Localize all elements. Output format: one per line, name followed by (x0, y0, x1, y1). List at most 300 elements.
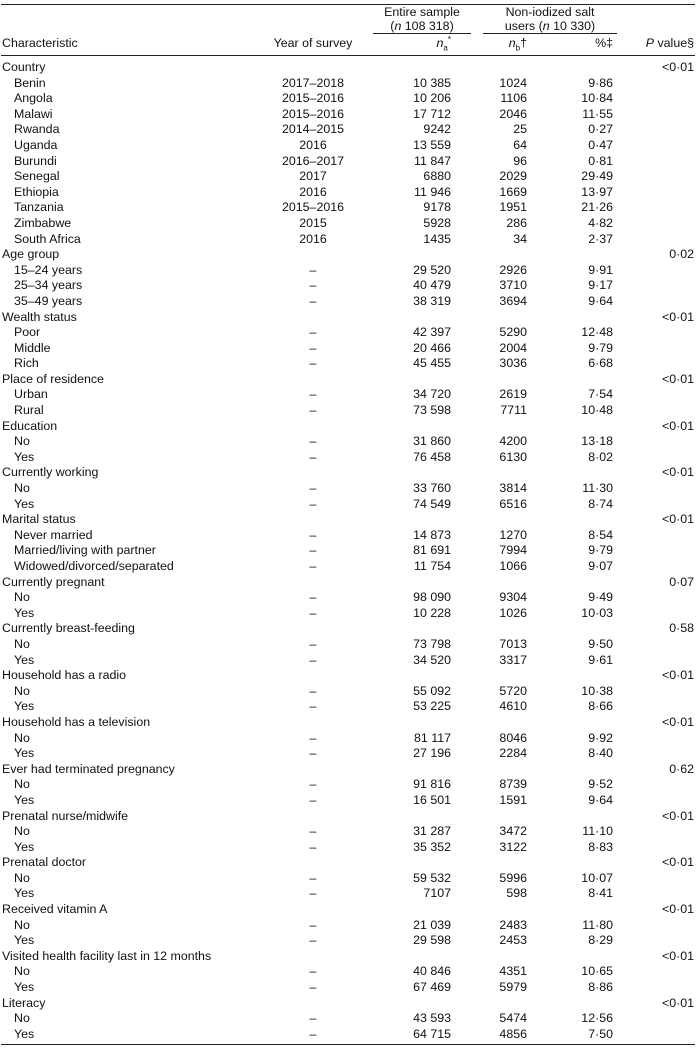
header-characteristic: Characteristic (1, 34, 259, 56)
header-na-sub: a (443, 43, 448, 53)
row-pct: 0·27 (588, 122, 613, 137)
table-row (1, 933, 695, 949)
row-nb: 4200 (499, 434, 527, 449)
empty-cell (477, 575, 543, 591)
empty-cell (477, 762, 543, 778)
section-title: Household has a television (2, 714, 151, 729)
table-row (1, 777, 695, 793)
row-year: – (309, 590, 317, 605)
row-pvalue-empty (623, 450, 695, 466)
row-label: Rural (14, 403, 44, 418)
row-label: Yes (1, 1027, 259, 1045)
row-pct: 9·79 (588, 340, 613, 355)
section-title: Education (2, 418, 58, 433)
row-pct: 12·56 (581, 1011, 613, 1026)
row-pct: 9·86 (588, 75, 613, 90)
table-row (1, 543, 695, 559)
row-label: No (14, 636, 30, 651)
header-entire-sample-line1: Entire sample (384, 5, 460, 19)
row-year: – (309, 403, 317, 418)
table-row (1, 434, 695, 450)
row-year: – (309, 870, 317, 885)
p-value: 0·07 (669, 574, 694, 589)
table-row (1, 294, 695, 310)
section-title: Wealth status (2, 309, 77, 324)
row-label: Yes (14, 886, 35, 901)
section-row (1, 465, 695, 481)
empty-cell (543, 56, 623, 76)
row-year: 2017–2018 (281, 75, 345, 90)
header-spacer (623, 5, 695, 35)
table-row (1, 450, 695, 466)
table-row (1, 76, 695, 92)
row-year: – (309, 824, 317, 839)
row-nb: 2284 (499, 746, 527, 761)
row-pvalue-empty (623, 278, 695, 294)
empty-cell (543, 668, 623, 684)
header-entire-sample-line2 (373, 19, 471, 33)
empty-cell (259, 512, 367, 528)
row-nb: 5474 (499, 1011, 527, 1026)
row-na: 43 593 (413, 1011, 451, 1026)
empty-cell (543, 621, 623, 637)
row-label: No (14, 917, 30, 932)
row-nb: 1026 (499, 605, 527, 620)
row-pct: 13·97 (581, 184, 613, 199)
p-value: <0·01 (661, 60, 694, 74)
row-nb: 2926 (499, 262, 527, 277)
empty-cell (543, 465, 623, 481)
row-year: – (309, 636, 317, 651)
row-year: – (259, 1027, 367, 1045)
table-row (1, 746, 695, 762)
row-pvalue-empty (623, 481, 695, 497)
table-row (1, 232, 695, 248)
table-row (1, 980, 695, 996)
row-nb: 1951 (499, 200, 527, 215)
row-label: Ethiopia (14, 184, 59, 199)
empty-cell (367, 621, 477, 637)
row-label: No (14, 824, 30, 839)
row-na: 35 352 (413, 839, 451, 854)
row-label: No (14, 870, 30, 885)
row-pct: 2·37 (588, 231, 613, 246)
p-value: 0·62 (669, 761, 694, 776)
row-pvalue-empty (623, 918, 695, 934)
row-pct: 21·26 (581, 200, 613, 215)
table-row (1, 684, 695, 700)
row-label: Yes (14, 792, 35, 807)
row-na: 27 196 (413, 746, 451, 761)
row-na: 74 549 (413, 496, 451, 511)
row-pvalue-empty (623, 731, 695, 747)
row-pct: 8·74 (588, 496, 613, 511)
empty-cell (259, 949, 367, 965)
row-pct: 9·92 (588, 730, 613, 745)
row-year: – (309, 387, 317, 402)
p-value: <0·01 (661, 808, 694, 823)
row-label: 25–34 years (14, 278, 83, 293)
section-title: Currently working (2, 465, 99, 480)
row-pvalue-empty (623, 341, 695, 357)
row-pvalue-empty (623, 387, 695, 403)
row-nb: 4351 (499, 964, 527, 979)
section-row (1, 575, 695, 591)
header-pct: %‡ (543, 34, 623, 56)
row-pct: 11·80 (582, 917, 613, 932)
row-pct: 4·82 (588, 215, 613, 230)
section-row (1, 310, 695, 326)
row-na: 10 206 (413, 91, 451, 106)
row-nb: 4856 (477, 1027, 543, 1045)
section-title: Currently pregnant (2, 574, 105, 589)
row-nb: 2029 (499, 169, 527, 184)
header-noniodized-users: users ( (504, 19, 543, 33)
row-pvalue-empty (623, 933, 695, 949)
row-pct: 9·49 (588, 590, 613, 605)
row-pct: 9·50 (588, 636, 613, 651)
row-year: – (309, 605, 317, 620)
row-pvalue-empty (623, 294, 695, 310)
table-row (1, 528, 695, 544)
section-row (1, 762, 695, 778)
table-row (1, 731, 695, 747)
row-na: 29 598 (413, 933, 451, 948)
row-pvalue-empty (623, 980, 695, 996)
section-row (1, 809, 695, 825)
table-row (1, 325, 695, 341)
empty-cell (477, 372, 543, 388)
row-pvalue-empty (623, 76, 695, 92)
row-pvalue-empty (623, 91, 695, 107)
row-pct: 8·83 (588, 839, 613, 854)
table-row (1, 356, 695, 372)
row-na: 40 479 (413, 278, 451, 293)
row-nb: 3036 (499, 356, 527, 371)
row-nb: 3814 (499, 481, 527, 496)
empty-cell (259, 465, 367, 481)
row-pvalue-empty (623, 559, 695, 575)
row-pct: 11·55 (582, 106, 613, 121)
row-pvalue-empty (623, 871, 695, 887)
row-nb: 7711 (500, 403, 527, 418)
row-pvalue-empty (623, 699, 695, 715)
row-na: 7107 (423, 886, 451, 901)
section-row (1, 996, 695, 1012)
row-pct: 10·48 (581, 403, 613, 418)
empty-cell (259, 310, 367, 326)
empty-cell (543, 809, 623, 825)
row-nb: 7994 (499, 543, 527, 558)
empty-cell (259, 247, 367, 263)
row-label: Zimbabwe (14, 215, 72, 230)
empty-cell (259, 902, 367, 918)
table-row (1, 138, 695, 154)
row-na: 9242 (423, 122, 451, 137)
p-value: <0·01 (661, 371, 694, 386)
row-year: – (309, 792, 317, 807)
table-body (1, 56, 695, 1045)
row-na: 14 873 (413, 527, 451, 542)
section-row (1, 621, 695, 637)
empty-cell (259, 668, 367, 684)
row-year: – (309, 746, 317, 761)
row-year: – (309, 325, 317, 340)
table-row (1, 403, 695, 419)
row-pct: 0·47 (588, 137, 613, 152)
row-pvalue-empty (623, 434, 695, 450)
row-nb: 3317 (499, 652, 527, 667)
empty-cell (367, 419, 477, 435)
row-label: Malawi (14, 106, 53, 121)
row-year: – (309, 886, 317, 901)
row-label: Never married (14, 527, 93, 542)
table-row (1, 341, 695, 357)
table-row (1, 263, 695, 279)
p-value: <0·01 (661, 714, 694, 729)
empty-cell (543, 996, 623, 1012)
row-label: 35–49 years (14, 293, 83, 308)
table-row (1, 559, 695, 575)
table-row (1, 387, 695, 403)
row-nb: 1066 (499, 559, 527, 573)
row-pct: 11·10 (582, 824, 613, 839)
empty-cell (367, 372, 477, 388)
header-na (367, 34, 477, 56)
row-pvalue-empty (623, 325, 695, 341)
row-label: No (14, 964, 30, 979)
row-pvalue-empty (623, 543, 695, 559)
row-pct: 8·29 (588, 933, 613, 948)
table-row (1, 481, 695, 497)
row-pct: 8·66 (588, 699, 613, 714)
row-pct: 9·64 (588, 792, 613, 807)
row-nb: 5290 (499, 325, 527, 340)
row-pvalue-empty (623, 1011, 695, 1027)
row-label: Benin (14, 75, 46, 90)
row-nb: 2619 (499, 387, 527, 402)
p-value: <0·01 (661, 418, 694, 433)
section-row (1, 715, 695, 731)
row-label: Angola (14, 91, 53, 106)
row-nb: 286 (506, 215, 527, 230)
row-label: Middle (14, 340, 51, 355)
header-nb (477, 34, 543, 56)
row-label: Yes (14, 605, 35, 620)
row-na: 34 720 (413, 387, 451, 402)
empty-cell (259, 996, 367, 1012)
empty-cell (543, 715, 623, 731)
row-pvalue-empty (623, 606, 695, 622)
row-year: 2016 (299, 137, 327, 152)
empty-cell (367, 668, 477, 684)
section-row (1, 247, 695, 263)
table-header (1, 5, 695, 56)
table-row (1, 107, 695, 123)
p-value: <0·01 (661, 512, 694, 527)
row-year: – (309, 777, 317, 792)
empty-cell (477, 668, 543, 684)
empty-cell (477, 996, 543, 1012)
row-pvalue-empty (623, 590, 695, 606)
row-pvalue-empty (623, 107, 695, 123)
row-label: No (14, 1011, 30, 1026)
section-title: Country (2, 60, 46, 74)
row-nb: 3694 (499, 293, 527, 308)
row-na: 91 816 (413, 777, 451, 792)
row-na: 11 946 (414, 184, 451, 199)
row-pvalue-empty (623, 777, 695, 793)
row-year: – (309, 434, 317, 449)
row-nb: 1270 (499, 527, 527, 542)
empty-cell (477, 855, 543, 871)
row-pvalue-empty (623, 154, 695, 170)
section-row (1, 56, 695, 76)
row-label: Rich (14, 356, 39, 371)
header-na-n: n (436, 36, 444, 50)
row-label: Yes (14, 839, 35, 854)
table-row (1, 590, 695, 606)
header-noniodized (477, 5, 623, 35)
row-na: 40 846 (413, 964, 451, 979)
row-nb: 5720 (499, 683, 527, 698)
row-nb: 598 (506, 886, 527, 901)
section-row (1, 419, 695, 435)
header-nb-mark: † (520, 36, 527, 50)
row-na: 67 469 (413, 980, 451, 995)
row-na: 31 287 (413, 824, 451, 839)
row-na: 20 466 (413, 340, 451, 355)
empty-cell (543, 902, 623, 918)
row-na: 38 319 (413, 293, 451, 308)
empty-cell (543, 512, 623, 528)
table-row (1, 1011, 695, 1027)
row-label: Tanzania (14, 200, 64, 215)
empty-cell (367, 762, 477, 778)
header-noniodized-line1: Non-iodized salt (505, 5, 595, 19)
empty-cell (367, 809, 477, 825)
empty-cell (259, 621, 367, 637)
row-year: – (309, 652, 317, 667)
row-pvalue-empty (623, 746, 695, 762)
row-nb: 9304 (499, 590, 527, 605)
header-na-mark: * (447, 34, 451, 44)
empty-cell (259, 372, 367, 388)
header-pvalue-rest: value§ (654, 36, 694, 50)
header-spacer (1, 5, 259, 35)
row-nb: 2483 (499, 917, 527, 932)
row-year: – (309, 527, 317, 542)
row-label: No (14, 777, 30, 792)
row-year: 2014–2015 (281, 122, 345, 137)
row-na: 5928 (423, 215, 451, 230)
table-row (1, 871, 695, 887)
row-pct: 7·50 (543, 1027, 623, 1045)
row-na: 76 458 (413, 449, 451, 464)
row-year: – (309, 933, 317, 948)
section-row (1, 949, 695, 965)
row-pct: 10·65 (581, 964, 613, 979)
row-year: – (309, 964, 317, 979)
empty-cell (367, 902, 477, 918)
p-value: <0·01 (661, 855, 694, 870)
row-label: No (14, 481, 30, 496)
header-paren-open: ( (390, 19, 395, 33)
empty-cell (543, 372, 623, 388)
header-year: Year of survey (259, 34, 367, 56)
row-year: 2017 (299, 169, 327, 184)
empty-cell (367, 56, 477, 76)
table-row (1, 216, 695, 232)
row-nb: 2046 (499, 106, 527, 121)
row-year: – (309, 278, 317, 293)
empty-cell (259, 56, 367, 76)
row-pct: 0·81 (588, 153, 613, 168)
row-na: 45 455 (413, 356, 451, 371)
empty-cell (543, 575, 623, 591)
table-row (1, 497, 695, 513)
empty-cell (259, 762, 367, 778)
section-title: Literacy (2, 995, 46, 1010)
row-year: 2015 (299, 215, 327, 230)
section-row (1, 512, 695, 528)
row-pvalue-empty (623, 793, 695, 809)
row-label: Burundi (14, 153, 57, 168)
empty-cell (367, 575, 477, 591)
empty-cell (367, 996, 477, 1012)
row-year: – (309, 262, 317, 277)
table-row (1, 793, 695, 809)
row-nb: 8046 (499, 730, 527, 745)
section-row (1, 372, 695, 388)
empty-cell (477, 809, 543, 825)
row-nb: 2453 (499, 933, 527, 948)
empty-cell (543, 247, 623, 263)
row-na: 29 520 (413, 262, 451, 277)
empty-cell (477, 715, 543, 731)
table-row (1, 964, 695, 980)
row-nb: 25 (513, 122, 527, 137)
row-pct: 10·38 (581, 683, 613, 698)
empty-cell (259, 809, 367, 825)
row-na: 10 385 (413, 75, 451, 90)
row-na: 9178 (423, 200, 451, 215)
empty-cell (543, 419, 623, 435)
row-label: No (14, 730, 30, 745)
table-row (1, 169, 695, 185)
table-row (1, 122, 695, 138)
header-entire-sample-value: 108 318) (401, 19, 454, 33)
row-pvalue-empty (623, 356, 695, 372)
empty-cell (477, 56, 543, 76)
row-year: – (309, 449, 317, 464)
table-row (1, 653, 695, 669)
table-row (1, 699, 695, 715)
row-nb: 5979 (499, 980, 527, 995)
row-pct: 8·86 (588, 980, 613, 995)
row-pct: 8·41 (588, 886, 613, 901)
row-pct: 6·68 (588, 356, 613, 371)
row-label: No (14, 434, 30, 449)
header-nb-n: n (508, 36, 516, 50)
row-year: 2015–2016 (281, 200, 345, 215)
empty-cell (259, 419, 367, 435)
row-na: 21 039 (413, 917, 451, 932)
row-pvalue-empty (623, 886, 695, 902)
row-pct: 13·18 (581, 434, 613, 449)
empty-cell (543, 310, 623, 326)
empty-cell (367, 247, 477, 263)
